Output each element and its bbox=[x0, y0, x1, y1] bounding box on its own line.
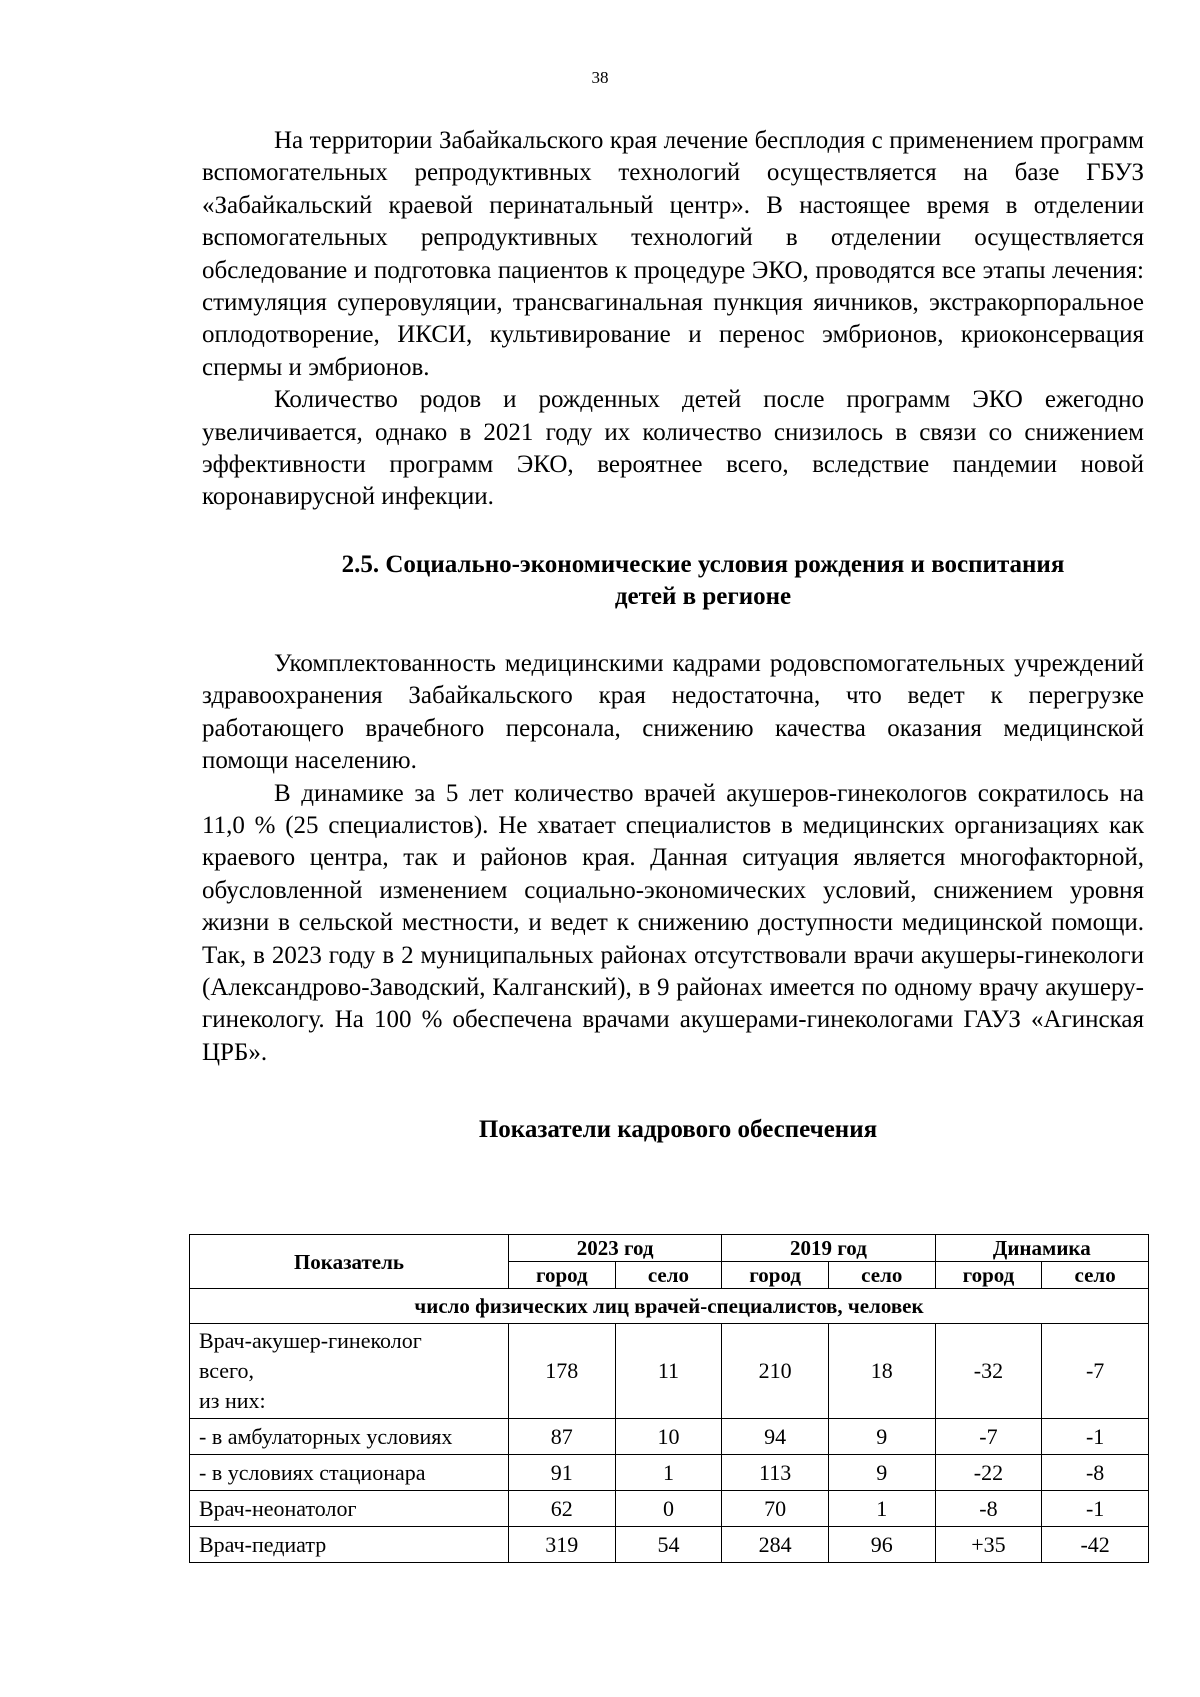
row-label-line: Врач-акушер-гинеколог bbox=[199, 1328, 422, 1353]
intro-paragraph-1: На территории Забайкальского края лечение бесплодия с применением программ вспомогательных репродуктивных технологий осуществляется на базе ГБУЗ «Забайкальский краевой перинатальный центр». В настоящее время в отделении вспомогательных репродуктивных технологий в отделении осуществляется обследование и подготовка пациентов к процедуре ЭКО, проводятся все этапы лечения: стимуляция суперовуляции, трансвагинальная пункция яичников, экстракорпоральное оплодотворение, ИКСИ, культивирование и перенос эмбрионов, криоконсервация спермы и эмбрионов. bbox=[202, 127, 1144, 381]
table-row bbox=[190, 1324, 1149, 1419]
row-label-line: всего, bbox=[199, 1358, 255, 1383]
cell-2019-village: 96 bbox=[828, 1527, 935, 1563]
cell-dynamics-city: -22 bbox=[935, 1455, 1042, 1491]
cell-2023-village: 11 bbox=[615, 1324, 722, 1419]
table-row bbox=[190, 1491, 1149, 1527]
row-label-line: из них: bbox=[199, 1388, 266, 1413]
section-paragraph-2: В динамике за 5 лет количество врачей акушеров-гинекологов сократилось на 11,0 % (25 специалистов). Не хватает специалистов в медицинских организациях как краевого центра, так и районов края. Данная ситуация является многофакторной, обусловленной изменением социально-экономических условий, снижением уровня жизни в сельской местности, и ведет к снижению доступности медицинской помощи. Так, в 2023 году в 2 муниципальных районах отсутствовали врачи акушеры-гинекологи (Александрово-Заводский, Калганский), в 9 районах имеется по одному врачу акушеру-гинекологу. На 100 % обеспечена врачами акушерами-гинекологами ГАУЗ «Агинская ЦРБ». bbox=[202, 779, 1144, 1066]
group-label: число физических лиц врачей-специалистов, человек bbox=[190, 1289, 1149, 1324]
cell-dynamics-city: -32 bbox=[935, 1324, 1042, 1419]
cell-2019-village: 1 bbox=[828, 1491, 935, 1527]
cell-2023-city: 178 bbox=[508, 1324, 615, 1419]
section-heading-line-2: детей в регионе bbox=[614, 582, 792, 610]
cell-2023-city: 319 bbox=[508, 1527, 615, 1563]
cell-2023-city: 62 bbox=[508, 1491, 615, 1527]
cell-dynamics-village: -42 bbox=[1042, 1527, 1149, 1563]
header-dynamics: Динамика bbox=[935, 1235, 1148, 1262]
header-2019: 2019 год bbox=[722, 1235, 935, 1262]
header-village: село bbox=[615, 1262, 722, 1289]
intro-paragraph-2: Количество родов и рожденных детей после программ ЭКО ежегодно увеличивается, однако в 2021 году их количество снизилось в связи со снижением эффективности программ ЭКО, вероятнее всего, вследствие пандемии новой коронавирусной инфекции. bbox=[202, 386, 1144, 511]
section-heading bbox=[202, 549, 1144, 613]
cell-2019-village: 9 bbox=[828, 1455, 935, 1491]
table-title: Показатели кадрового обеспечения bbox=[478, 1116, 878, 1144]
cell-2023-city: 87 bbox=[508, 1419, 615, 1455]
cell-dynamics-city: -8 bbox=[935, 1491, 1042, 1527]
row-label bbox=[190, 1324, 509, 1419]
row-label: - в условиях стационара bbox=[190, 1455, 509, 1491]
cell-2019-city: 284 bbox=[722, 1527, 829, 1563]
cell-2019-city: 94 bbox=[722, 1419, 829, 1455]
row-label: Врач-неонатолог bbox=[190, 1491, 509, 1527]
cell-2019-village: 18 bbox=[828, 1324, 935, 1419]
table-row bbox=[190, 1527, 1149, 1563]
cell-dynamics-village: -1 bbox=[1042, 1491, 1149, 1527]
cell-dynamics-village: -7 bbox=[1042, 1324, 1149, 1419]
cell-2023-village: 10 bbox=[615, 1419, 722, 1455]
cell-2019-village: 9 bbox=[828, 1419, 935, 1455]
page-number: 38 bbox=[591, 68, 609, 87]
cell-2019-city: 210 bbox=[722, 1324, 829, 1419]
row-label: - в амбулаторных условиях bbox=[190, 1419, 509, 1455]
header-city: город bbox=[935, 1262, 1042, 1289]
cell-2019-city: 113 bbox=[722, 1455, 829, 1491]
cell-2023-village: 1 bbox=[615, 1455, 722, 1491]
cell-2019-city: 70 bbox=[722, 1491, 829, 1527]
staffing-table bbox=[189, 1234, 1149, 1563]
table-row bbox=[190, 1455, 1149, 1491]
header-city: город bbox=[722, 1262, 829, 1289]
header-city: город bbox=[508, 1262, 615, 1289]
document-body bbox=[202, 125, 1144, 1146]
header-village: село bbox=[828, 1262, 935, 1289]
cell-dynamics-city: -7 bbox=[935, 1419, 1042, 1455]
cell-2023-village: 0 bbox=[615, 1491, 722, 1527]
cell-dynamics-city: +35 bbox=[935, 1527, 1042, 1563]
cell-2023-village: 54 bbox=[615, 1527, 722, 1563]
section-paragraph-1: Укомплектованность медицинскими кадрами родовспомогательных учреждений здравоохранения Забайкальского края недостаточна, что ведет к перегрузке работающего врачебного персонала, снижению качества оказания медицинской помощи населению. bbox=[202, 649, 1144, 775]
header-indicator: Показатель bbox=[190, 1235, 509, 1289]
header-2023: 2023 год bbox=[508, 1235, 721, 1262]
cell-dynamics-village: -1 bbox=[1042, 1419, 1149, 1455]
section-heading-line-1: 2.5. Социально-экономические условия рождения и воспитания bbox=[341, 550, 1065, 578]
row-label: Врач-педиатр bbox=[190, 1527, 509, 1563]
table-row bbox=[190, 1419, 1149, 1455]
cell-dynamics-village: -8 bbox=[1042, 1455, 1149, 1491]
cell-2023-city: 91 bbox=[508, 1455, 615, 1491]
header-village: село bbox=[1042, 1262, 1149, 1289]
